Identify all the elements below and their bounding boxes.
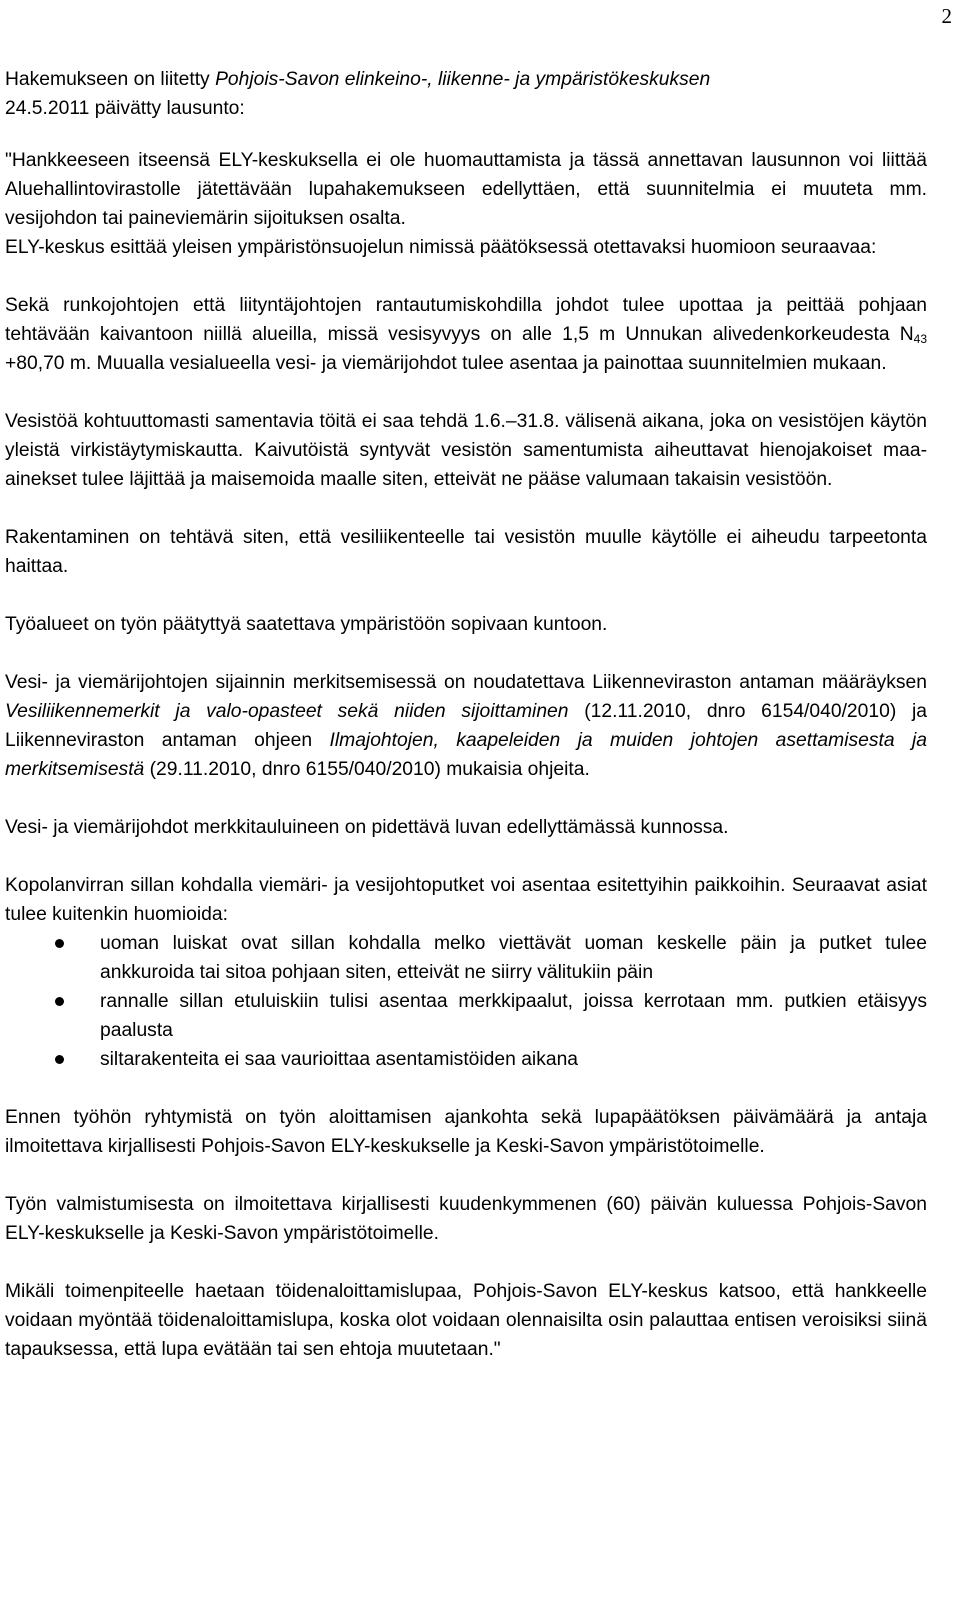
bullet-icon — [55, 939, 64, 948]
merkitseminen-text-1: Vesi- ja viemärijohtojen sijainnin merkitsemisessä on noudatettava Liikenneviraston antaman määräyksen — [5, 672, 927, 693]
merkitseminen-text-2: (12.11.2010, dnro 6154/040/2010) ja Liikenneviraston antaman ohjeen — [5, 701, 927, 751]
bullet-icon — [55, 997, 64, 1006]
merkitseminen-title-1: Vesiliikennemerkit ja valo-opasteet sekä niiden sijoittaminen — [5, 701, 569, 722]
merkitseminen-paragraph — [5, 668, 927, 784]
seka-text-after: +80,70 m. Muualla vesialueella vesi- ja viemärijohdot tulee asentaa ja painottaa suunnitelmien mukaan. — [5, 353, 887, 374]
ennen-paragraph: Ennen työhön ryhtymistä on työn aloittamisen ajankohta sekä lupapäätöksen päivämäärä ja antaja ilmoitettava kirjallisesti Pohjois-Savon ELY-keskukselle ja Keski-Savon ympäristötoimelle. — [5, 1107, 927, 1157]
document-body — [5, 65, 927, 1364]
list-item-text: siltarakenteita ei saa vaurioittaa asentamistöiden aikana — [100, 1049, 579, 1070]
intro-date: 24.5.2011 päivätty lausunto: — [5, 98, 245, 119]
vesisto-paragraph: Vesistöä kohtuuttomasti samentavia töitä ei saa tehdä 1.6.–31.8. välisenä aikana, joka on vesistöjen käytön yleistä virkistäytymiskautta. Kaivutöistä syntyvät vesistön samentumista aiheuttavat hienojakoiset maa-ainekset tulee läjittää ja maisemoida maalle siten, etteivät ne pääse valumaan takaisin vesistöön. — [5, 411, 927, 490]
rakentaminen-paragraph: Rakentaminen on tehtävä siten, että vesiliikenteelle tai vesistön muulle käytölle ei aiheudu tarpeetonta haittaa. — [5, 527, 927, 577]
list-item — [5, 987, 927, 1045]
list-item-text: rannalle sillan etuluiskiin tulisi asentaa merkkipaalut, joissa kerrotaan mm. putkien etäisyys paalusta — [100, 991, 927, 1041]
merkitseminen-text-3: (29.11.2010, dnro 6155/040/2010) mukaisia ohjeita. — [144, 759, 590, 780]
list-item — [5, 929, 927, 987]
seka-paragraph — [5, 291, 927, 378]
bullet-list — [5, 929, 927, 1074]
seka-subscript: 43 — [913, 332, 927, 346]
list-item — [5, 1045, 927, 1074]
list-item-text: uoman luiskat ovat sillan kohdalla melko viettävät uoman keskelle päin ja putket tulee ankkuroida tai sitoa pohjaan siten, etteivät ne siirry välitukiin päin — [100, 933, 927, 983]
merkitseminen-title-2: Ilmajohtojen, kaapeleiden ja muiden johtojen asettamisesta ja merkitsemisestä — [5, 730, 927, 780]
tyoalueet-paragraph: Työalueet on työn päätyttyä saatettava ympäristöön sopivaan kuntoon. — [5, 614, 608, 635]
kilvet-paragraph: Vesi- ja viemärijohdot merkkitauluineen on pidettävä luvan edellyttämässä kunnossa. — [5, 817, 729, 838]
bullet-icon — [55, 1055, 64, 1064]
intro-paragraph — [5, 65, 927, 123]
kopolanvirta-paragraph: Kopolanvirran sillan kohdalla viemäri- ja vesijohtoputket voi asentaa esitettyihin paikkoihin. Seuraavat asiat tulee kuitenkin huomioida: — [5, 875, 927, 925]
ely-paragraph: ELY-keskus esittää yleisen ympäristönsuojelun nimissä päätöksessä otettavaksi huomioon seuraavaa: — [5, 237, 877, 258]
quote-paragraph: "Hankkeeseen itseensä ELY-keskuksella ei ole huomauttamista ja tässä annettavan lausunnon voi liittää Aluehallintovirastolle jätettävään lupahakemukseen edellyttäen, että suunnitelmia ei muuteta mm. vesijohdon tai paineviemärin sijoituksen osalta. — [5, 150, 927, 229]
valmistuminen-paragraph: Työn valmistumisesta on ilmoitettava kirjallisesti kuudenkymmenen (60) päivän kuluessa Pohjois-Savon ELY-keskukselle ja Keski-Savon ympäristötoimelle. — [5, 1194, 927, 1244]
mikali-paragraph: Mikäli toimenpiteelle haetaan töidenaloittamislupaa, Pohjois-Savon ELY-keskus katsoo, että hankkeelle voidaan myöntää töidenaloittamislupa, koska olot voidaan olennaisilta osin palauttaa entisen veroisiksi siinä tapauksessa, että lupa evätään tai sen ehtoja muutetaan." — [5, 1281, 927, 1360]
intro-text: Hakemukseen on liitetty — [5, 69, 216, 90]
intro-authority: Pohjois-Savon elinkeino-, liikenne- ja ympäristökeskuksen — [215, 69, 711, 90]
page-number: 2 — [941, 4, 952, 28]
seka-text-before: Sekä runkojohtojen että liityntäjohtojen rantautumiskohdilla johdot tulee upottaa ja peittää pohjaan tehtävään kaivantoon niillä alueilla, missä vesisyvyys on alle 1,5 m Unnukan alivedenkorkeudesta N — [5, 295, 927, 345]
